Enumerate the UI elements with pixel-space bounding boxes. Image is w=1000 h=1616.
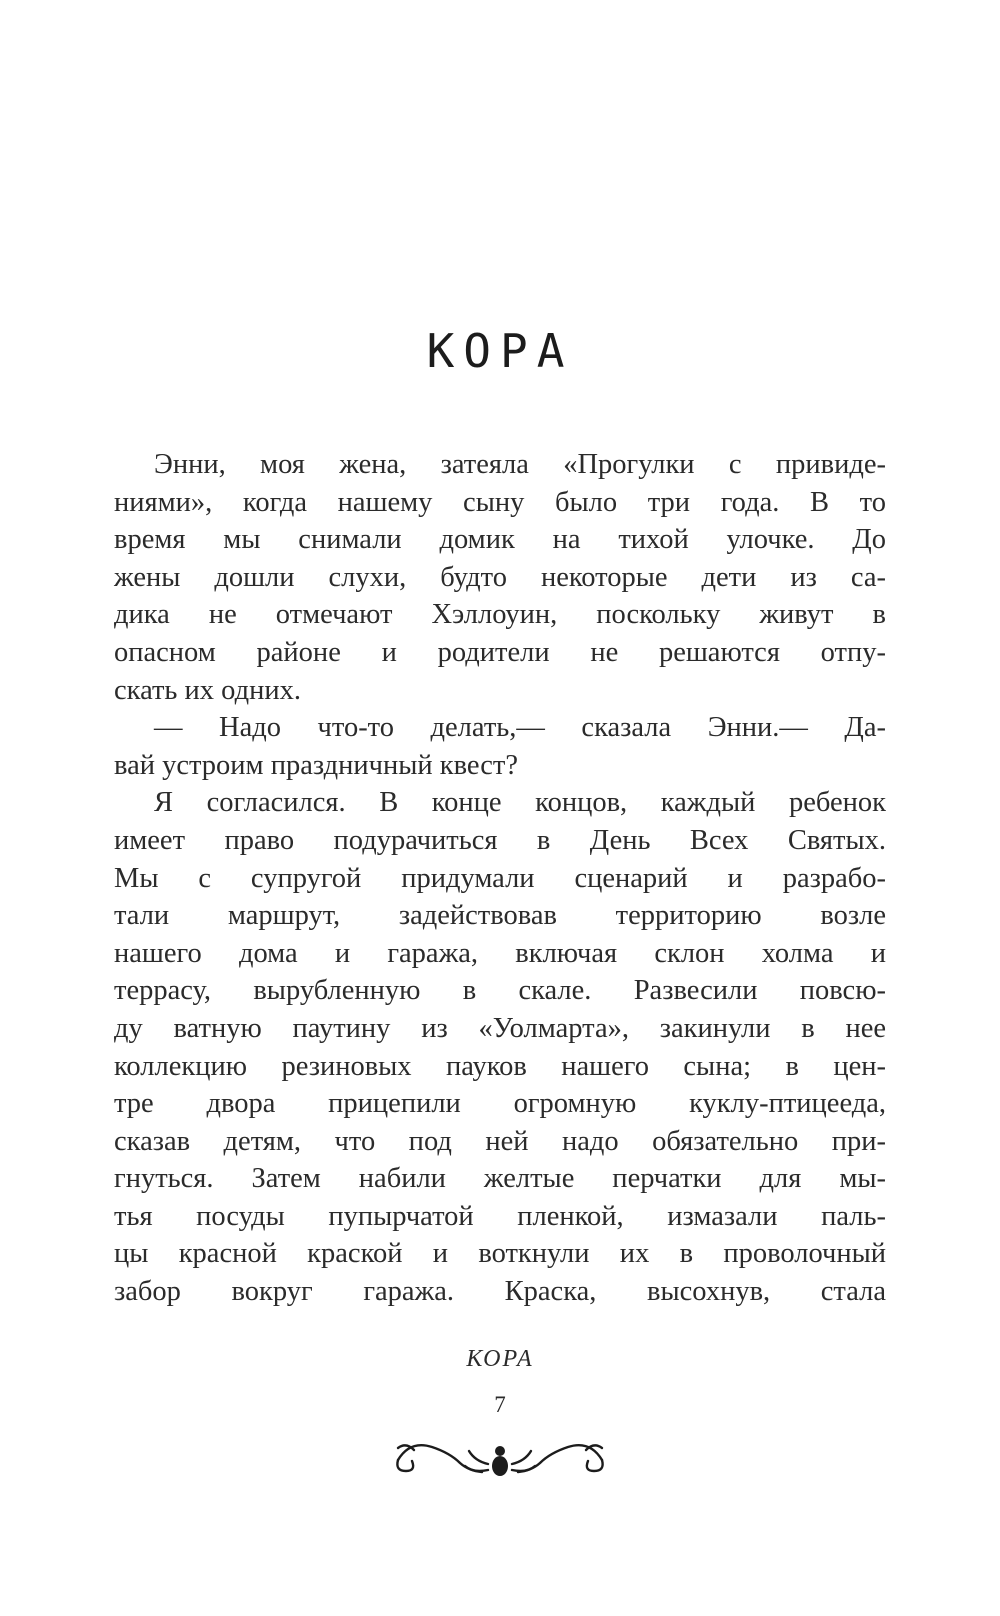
chapter-title: КОРА xyxy=(426,324,574,378)
text-line: нашего дома и гаража, включая склон холма и xyxy=(114,937,886,969)
text-line: коллекцию резиновых пауков нашего сына; в цен- xyxy=(114,1050,886,1082)
text-line: вай устроим праздничный квест? xyxy=(114,749,518,781)
text-line: сказав детям, что под ней надо обязательно при- xyxy=(114,1125,886,1157)
text-line: тали маршрут, задействовав территорию возле xyxy=(114,900,886,932)
text-line: жены дошли слухи, будто некоторые дети из са- xyxy=(114,561,886,593)
text-line: опасном районе и родители не решаются отпу- xyxy=(114,636,886,668)
body-text xyxy=(114,446,886,1311)
paragraph xyxy=(114,784,886,1310)
footer-ornament xyxy=(0,1428,1000,1491)
text-line: забор вокруг гаража. Краска, высохнув, стала xyxy=(114,1276,886,1308)
paragraph xyxy=(114,446,886,709)
spider-flourish-icon xyxy=(390,1428,610,1486)
text-line: ниями», когда нашему сыну было три года. В то xyxy=(114,486,886,518)
running-title: КОРА xyxy=(466,1346,534,1372)
text-line: ду ватную паутину из «Уолмарта», закинули в нее xyxy=(114,1012,886,1044)
text-line: Энни, моя жена, затеяла «Прогулки с привиде- xyxy=(154,449,886,480)
text-line: Я согласился. В конце концов, каждый ребенок xyxy=(154,787,886,819)
text-line: время мы снимали домик на тихой улочке. До xyxy=(114,524,886,556)
paragraph xyxy=(114,709,886,784)
text-line: дика не отмечают Хэллоуин, поскольку живут в xyxy=(114,599,886,631)
text-line: — Надо что-то делать,— сказала Энни.— Да- xyxy=(154,712,886,744)
text-line: Мы с супругой придумали сценарий и разрабо- xyxy=(114,862,886,894)
text-line: цы красной краской и воткнули их в проволочный xyxy=(114,1238,886,1270)
text-line: имеет право подурачиться в День Всех Святых. xyxy=(114,824,886,856)
page-number: 7 xyxy=(494,1392,506,1417)
text-line: гнуться. Затем набили желтые перчатки для мы- xyxy=(114,1163,886,1195)
text-line: тре двора прицепили огромную куклу-птицееда, xyxy=(114,1088,886,1120)
text-line: скать их одних. xyxy=(114,674,301,706)
text-line: террасу, вырубленную в скале. Развесили повсю- xyxy=(114,975,886,1007)
text-line: тья посуды пупырчатой пленкой, измазали паль- xyxy=(114,1200,886,1232)
